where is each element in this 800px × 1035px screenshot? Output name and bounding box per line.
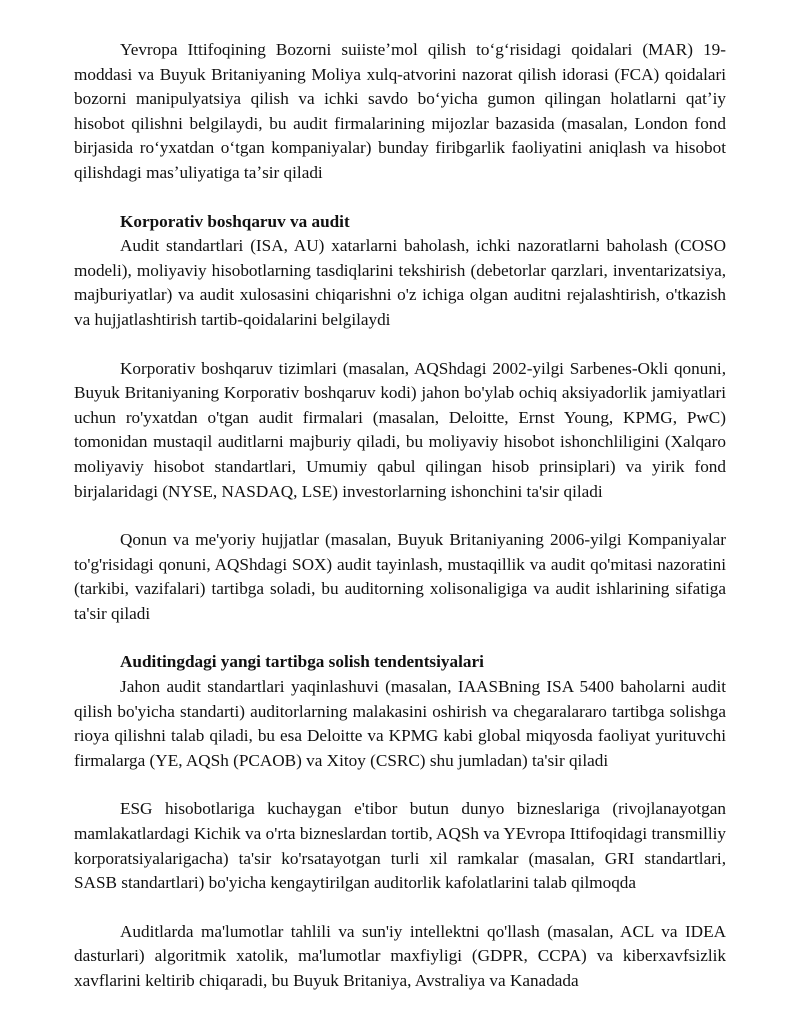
paragraph-global-convergence: Jahon audit standartlari yaqinlashuvi (masalan, IAASBning ISA 5400 baholarni audit qilish bo'yicha standarti) auditorlarning malakasini oshirish va chegaralararo tartibga solishga rioya qilishni talab qiladi, bu esa Deloitte va KPMG kabi global miqyosda faoliyat yurituvchi firmalarga (YE, AQSh (PCAOB) va Xitoy (CSRC) shu jumladan) ta'sir qiladi	[74, 677, 726, 770]
paragraph-laws-regulations: Qonun va me'yoriy hujjatlar (masalan, Buyuk Britaniyaning 2006-yilgi Kompaniyalar to'g'risidagi qonuni, AQShdagi SOX) audit tayinlash, mustaqillik va audit qo'mitasi nazoratini (tarkibi, vazifalari) tartibga soladi, bu auditorning xolisonaligiga va audit ishlarining sifatiga ta'sir qiladi	[74, 530, 726, 623]
paragraph-gap	[74, 333, 726, 357]
paragraph-gap	[74, 896, 726, 920]
section-heading-regulatory-trends: Auditingdagi yangi tartibga solish tendentsiyalari	[120, 652, 484, 672]
paragraph-esg-reporting: ESG hisobotlariga kuchaygan e'tibor butun dunyo bizneslariga (rivojlanayotgan mamlakatlardagi Kichik va o'rta bizneslardan tortib, AQSh va YEvropa Ittifoqidagi transmilliy korporatsiyalarigacha) ta'sir ko'rsatayotgan turli xil ramkalar (masalan, GRI standartlari, SASB standartlari) bo'yicha kengaytirilgan auditorlik kafolatlarini talab qilmoqda	[74, 799, 726, 893]
paragraph-gap	[74, 504, 726, 528]
paragraph-mar-fca: Yevropa Ittifoqining Bozorni suiisteʼmol qilish toʻgʻrisidagi qoidalari (MAR) 19-moddasi va Buyuk Britaniyaning Moliya xulq-atvorini nazorat qilish idorasi (FCA) qoidalari bozorni manipulyatsiya qilish va ichki savdo boʻyicha gumon qilingan holatlarni qatʼiy hisobot qilishni belgilaydi, bu audit firmalarining mijozlar bazasida (masalan, London fond birjasida roʻyxatdan oʻtgan kompaniyalar) bunday firibgarlik faoliyatini aniqlash va hisobot qilishdagi masʼuliyatiga taʼsir qiladi	[74, 40, 726, 182]
paragraph-gap	[74, 626, 726, 650]
paragraph-governance-systems: Korporativ boshqaruv tizimlari (masalan, AQShdagi 2002-yilgi Sarbenes-Okli qonuni, Buyuk Britaniyaning Korporativ boshqaruv kodi) jahon bo'ylab ochiq aksiyadorlik jamiyatlari uchun ro'yxatdan o'tgan audit firmalari (masalan, Deloitte, Ernst Young, KPMG, PwC) tomonidan mustaqil auditlarni majburiy qiladi, bu moliyaviy hisobot ishonchliligini (Xalqaro moliyaviy hisobot standartlari, Umumiy qabul qilingan hisob prinsiplari) va yirik fond birjalaridagi (NYSE, NASDAQ, LSE) investorlarning ishonchini ta'sir qiladi	[74, 358, 726, 501]
paragraph-audit-standards: Audit standartlari (ISA, AU) xatarlarni baholash, ichki nazoratlarni baholash (COSO modeli), moliyaviy hisobotlarning tasdiqlarini tekshirish (debetorlar qarzlari, inventarizatsiya, majburiyatlar) va audit xulosasini chiqarishni o'z ichiga olgan auditni rejalashtirish, o'tkazish va hujjatlashtirish tartib-qoidalarini belgilaydi	[74, 236, 726, 329]
section-heading-corporate-governance: Korporativ boshqaruv va audit	[120, 211, 350, 231]
document-page	[74, 38, 726, 994]
paragraph-gap	[74, 773, 726, 797]
paragraph-gap	[74, 186, 726, 210]
paragraph-data-analytics-ai: Auditlarda ma'lumotlar tahlili va sun'iy intellektni qo'llash (masalan, ACL va IDEA dasturlari) algoritmik xatolik, ma'lumotlar maxfiyligi (GDPR, CCPA) va kiberxavfsizlik xavflarini keltirib chiqaradi, bu Buyuk Britaniya, Avstraliya va Kanadada	[74, 921, 726, 990]
